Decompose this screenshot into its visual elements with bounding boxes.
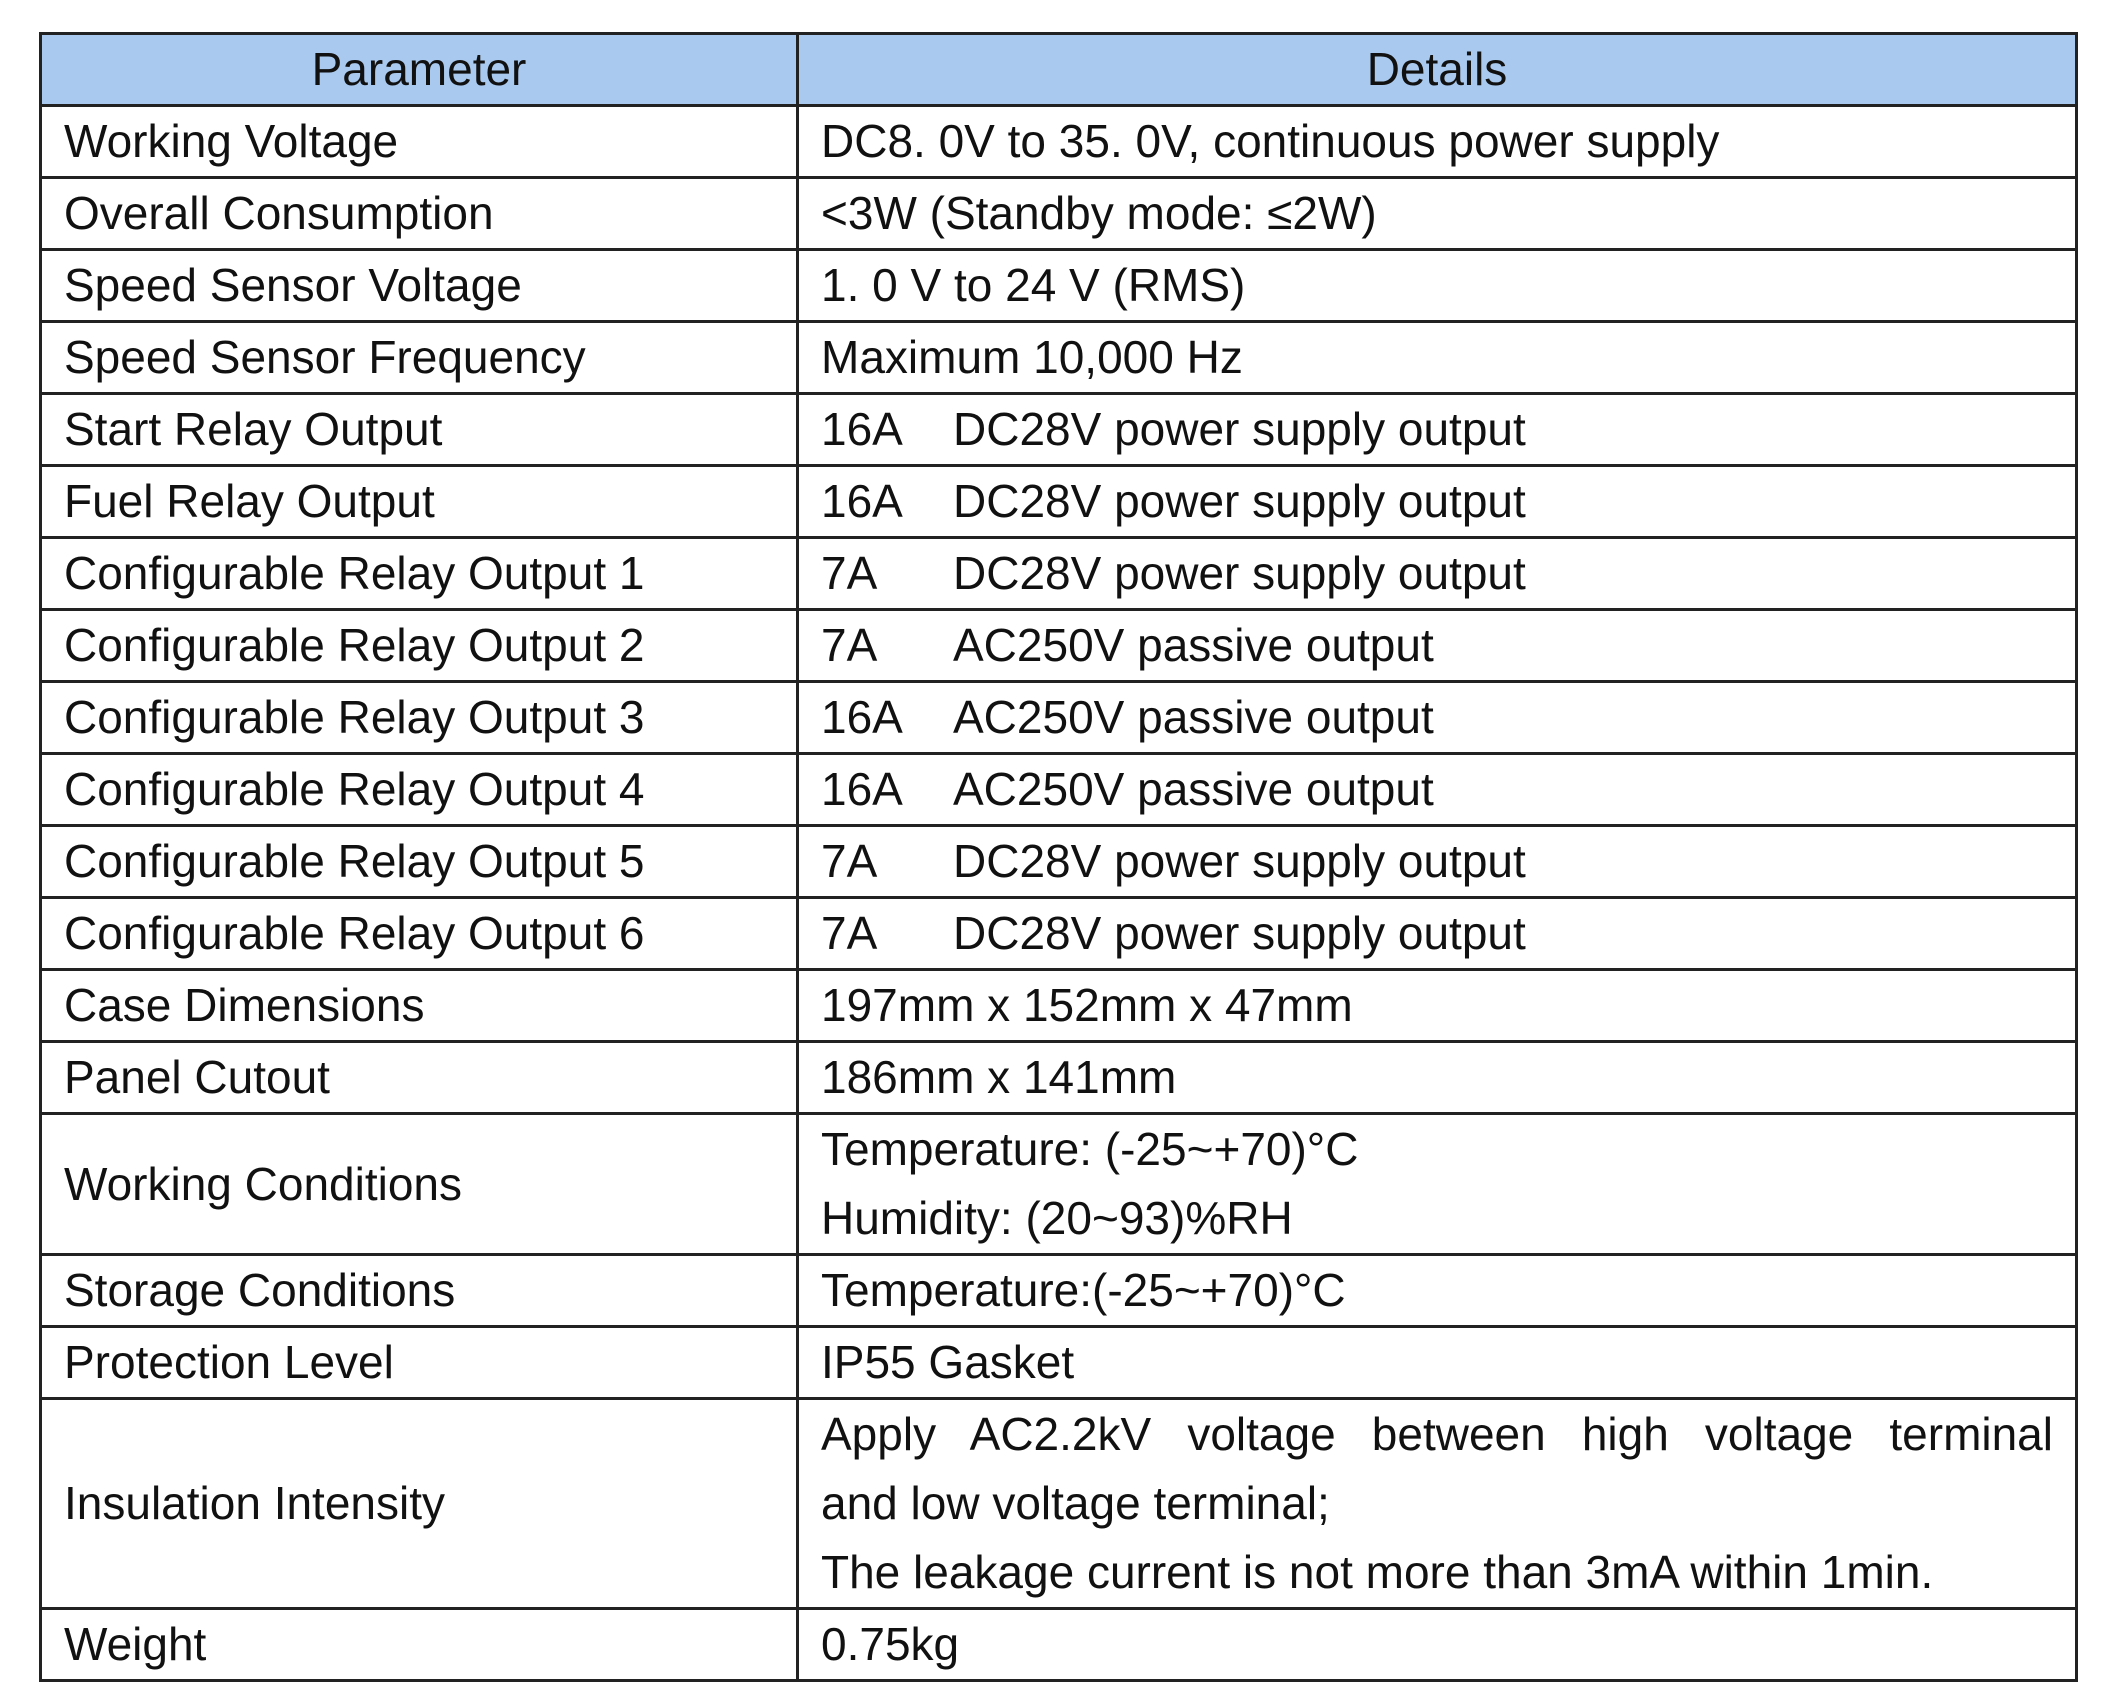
table-row [41,754,2077,826]
table-row [41,1114,2077,1255]
table-row [41,178,2077,250]
current-rating: 16A [821,475,903,527]
details-line [821,827,2053,896]
parameter-cell: Configurable Relay Output 2 [41,610,798,682]
table-row [41,538,2077,610]
current-rating: 16A [821,691,903,743]
parameter-cell: Panel Cutout [41,1042,798,1114]
details-line [821,683,2053,752]
details-cell [798,322,2077,394]
output-description: DC28V power supply output [953,547,1526,599]
output-description: AC250V passive output [953,763,1434,815]
details-cell [798,106,2077,178]
details-cell [798,538,2077,610]
details-cell [798,1114,2077,1255]
details-line: 1. 0 V to 24 V (RMS) [821,259,1246,311]
details-cell [798,1399,2077,1609]
parameter-cell: Speed Sensor Frequency [41,322,798,394]
details-cell [798,898,2077,970]
parameter-cell: Weight [41,1609,798,1681]
parameter-cell: Fuel Relay Output [41,466,798,538]
current-rating: 16A [821,763,903,815]
output-description: DC28V power supply output [953,835,1526,887]
details-line: Maximum 10,000 Hz [821,331,1243,383]
table-row [41,322,2077,394]
parameter-cell: Working Conditions [41,1114,798,1255]
table-row [41,1255,2077,1327]
parameter-cell: Speed Sensor Voltage [41,250,798,322]
parameter-cell: Working Voltage [41,106,798,178]
details-cell [798,682,2077,754]
output-description: AC250V passive output [953,619,1434,671]
parameter-cell: Storage Conditions [41,1255,798,1327]
details-cell [798,1609,2077,1681]
current-rating: 7A [821,547,878,599]
table-row [41,1042,2077,1114]
details-cell [798,466,2077,538]
parameter-cell: Configurable Relay Output 1 [41,538,798,610]
output-description: AC250V passive output [953,691,1434,743]
parameter-cell: Overall Consumption [41,178,798,250]
specification-table [39,32,2078,1682]
details-line: <3W (Standby mode: ≤2W) [821,187,1377,239]
table-row [41,610,2077,682]
details-cell [798,826,2077,898]
table-row [41,970,2077,1042]
table-row [41,106,2077,178]
table-row [41,1399,2077,1609]
parameter-cell: Configurable Relay Output 4 [41,754,798,826]
details-line [821,395,2053,464]
current-rating: 7A [821,619,878,671]
details-cell [798,1042,2077,1114]
details-cell [798,178,2077,250]
details-line: 197mm x 152mm x 47mm [821,979,1353,1031]
table-row [41,898,2077,970]
current-rating: 16A [821,403,903,455]
details-line [821,899,2053,968]
details-line [821,467,2053,536]
column-header-details: Details [798,34,2077,106]
output-description: DC28V power supply output [953,907,1526,959]
details-cell [798,970,2077,1042]
details-line: Temperature:(-25~+70)°C [821,1264,1346,1316]
table-row [41,682,2077,754]
table-row [41,1327,2077,1399]
details-cell [798,1327,2077,1399]
table-body [41,106,2077,1681]
table-row [41,826,2077,898]
parameter-cell: Start Relay Output [41,394,798,466]
parameter-cell: Configurable Relay Output 6 [41,898,798,970]
details-line: DC8. 0V to 35. 0V, continuous power supply [821,115,1720,167]
details-cell [798,754,2077,826]
details-cell [798,250,2077,322]
table-row [41,250,2077,322]
details-cell [798,1255,2077,1327]
table-header-row [41,34,2077,106]
table-row [41,1609,2077,1681]
details-line: Humidity: (20~93)%RH [821,1192,1293,1244]
output-description: DC28V power supply output [953,403,1526,455]
details-line: and low voltage terminal; [821,1477,1330,1529]
current-rating: 7A [821,835,878,887]
output-description: DC28V power supply output [953,475,1526,527]
table-row [41,394,2077,466]
parameter-cell: Configurable Relay Output 3 [41,682,798,754]
current-rating: 7A [821,907,878,959]
details-line: Apply AC2.2kV voltage between high voltage terminal [821,1408,2053,1460]
details-line: 0.75kg [821,1618,960,1670]
details-line [821,539,2053,608]
details-line: 186mm x 141mm [821,1051,1177,1103]
parameter-cell: Insulation Intensity [41,1399,798,1609]
column-header-parameter: Parameter [41,34,798,106]
details-cell [798,394,2077,466]
details-line [821,755,2053,824]
details-line: IP55 Gasket [821,1336,1075,1388]
details-cell [798,610,2077,682]
details-line: The leakage current is not more than 3mA within 1min. [821,1546,1934,1598]
parameter-cell: Case Dimensions [41,970,798,1042]
table-row [41,466,2077,538]
parameter-cell: Configurable Relay Output 5 [41,826,798,898]
details-line [821,611,2053,680]
parameter-cell: Protection Level [41,1327,798,1399]
details-line: Temperature: (-25~+70)°C [821,1123,1359,1175]
